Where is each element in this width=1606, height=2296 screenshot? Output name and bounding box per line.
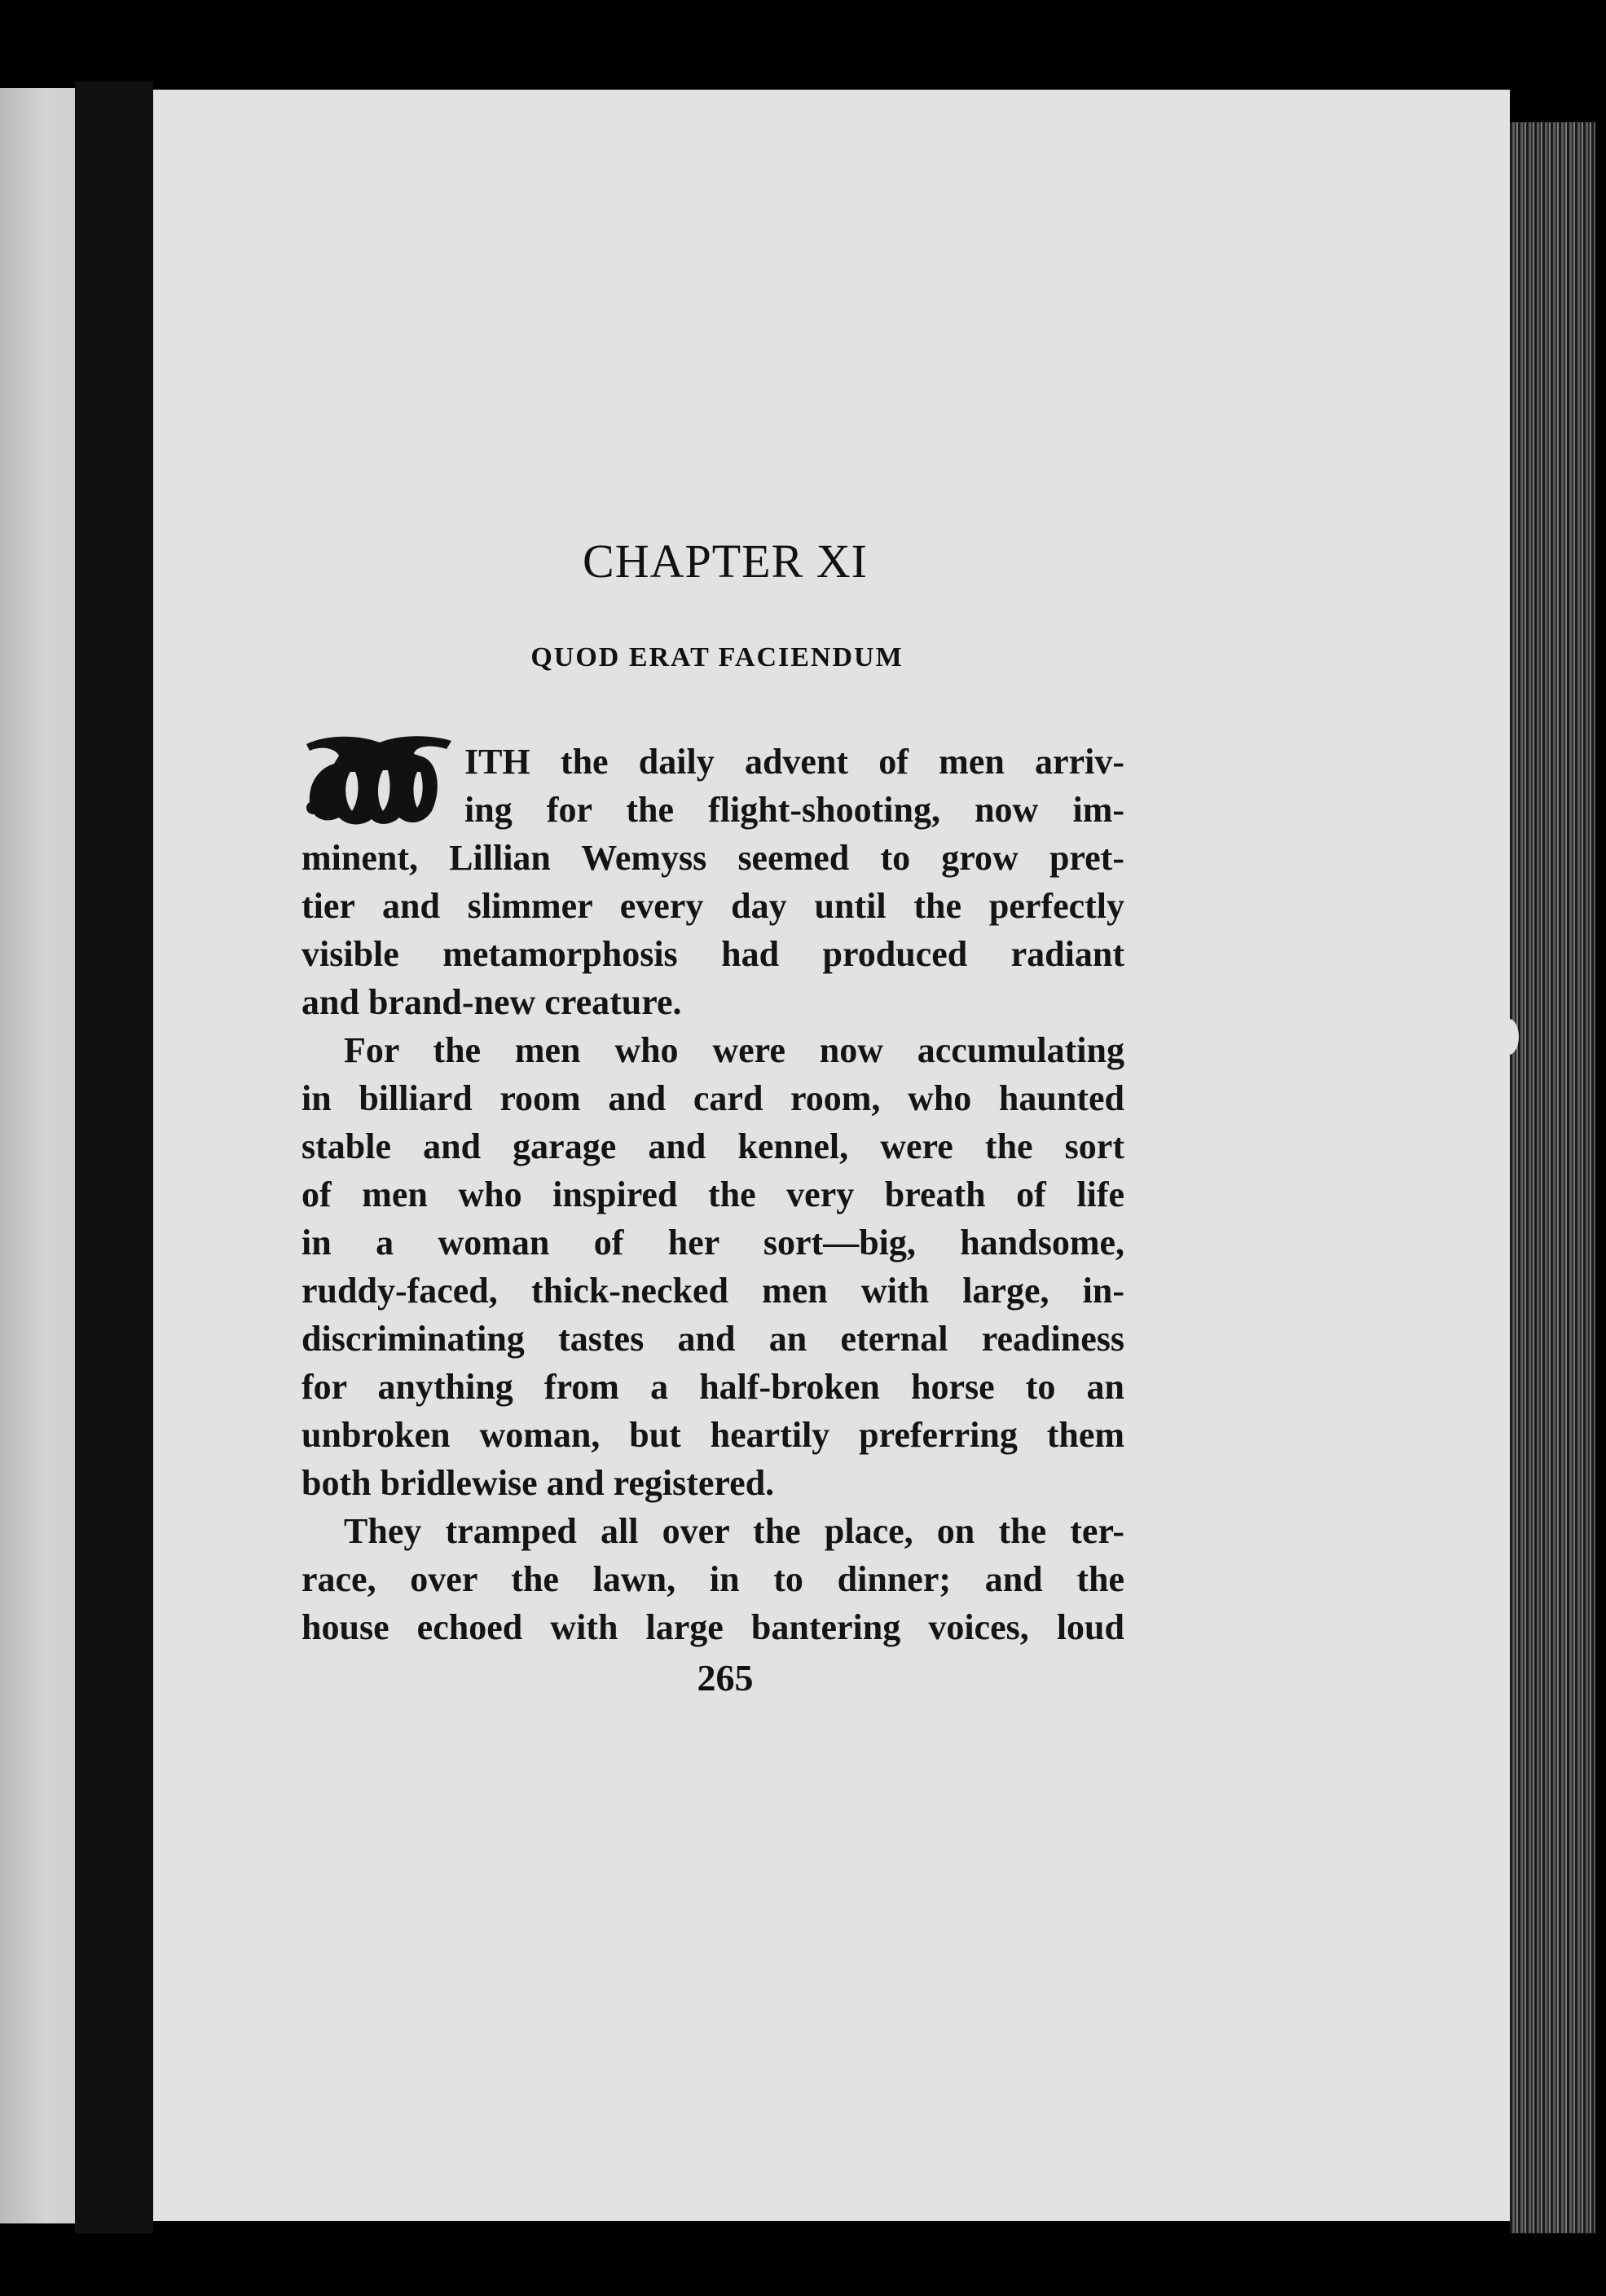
previous-page-edge bbox=[0, 88, 75, 2223]
text-line: both bridlewise and registered. bbox=[301, 1463, 775, 1503]
text-line: of men who inspired the very breath of life bbox=[301, 1174, 1124, 1214]
text-line: in billiard room and card room, who haunted bbox=[301, 1078, 1124, 1118]
text-line: minent, Lillian Wemyss seemed to grow pret- bbox=[301, 838, 1124, 878]
book-gutter bbox=[75, 82, 153, 2233]
paragraph-3 bbox=[301, 1507, 1124, 1651]
chapter-subtitle: QUOD ERAT FACIENDUM bbox=[530, 642, 904, 672]
text-line: They tramped all over the place, on the ter- bbox=[344, 1511, 1124, 1551]
text-line: ITH the daily advent of men arriv- bbox=[464, 742, 1124, 782]
text-line: ruddy-faced, thick-necked men with large, in- bbox=[301, 1271, 1124, 1311]
body-text bbox=[301, 738, 1124, 1651]
text-line: discriminating tastes and an eternal readiness bbox=[301, 1319, 1124, 1359]
paragraph-2 bbox=[301, 1026, 1124, 1507]
text-line: For the men who were now accumulating bbox=[344, 1030, 1124, 1070]
dropcap-letter bbox=[301, 733, 456, 829]
text-line: ing for the flight-shooting, now im- bbox=[464, 790, 1124, 830]
text-line: race, over the lawn, in to dinner; and the bbox=[301, 1559, 1124, 1599]
text-line: tier and slimmer every day until the perfectly bbox=[301, 886, 1124, 926]
text-line: unbroken woman, but heartily preferring them bbox=[301, 1415, 1124, 1455]
text-line: in a woman of her sort—big, handsome, bbox=[301, 1223, 1124, 1263]
text-line: for anything from a half-broken horse to an bbox=[301, 1367, 1124, 1407]
text-line: and brand-new creature. bbox=[301, 982, 682, 1022]
page-number: 265 bbox=[697, 1657, 754, 1699]
text-line: stable and garage and kennel, were the sort bbox=[301, 1126, 1124, 1166]
text-line: house echoed with large bantering voices, loud bbox=[301, 1607, 1124, 1647]
page-edge-notch bbox=[1499, 1019, 1519, 1055]
chapter-title: CHAPTER XI bbox=[583, 535, 868, 588]
text-line: visible metamorphosis had produced radiant bbox=[301, 934, 1124, 974]
page-stack-edge bbox=[1510, 122, 1595, 2233]
